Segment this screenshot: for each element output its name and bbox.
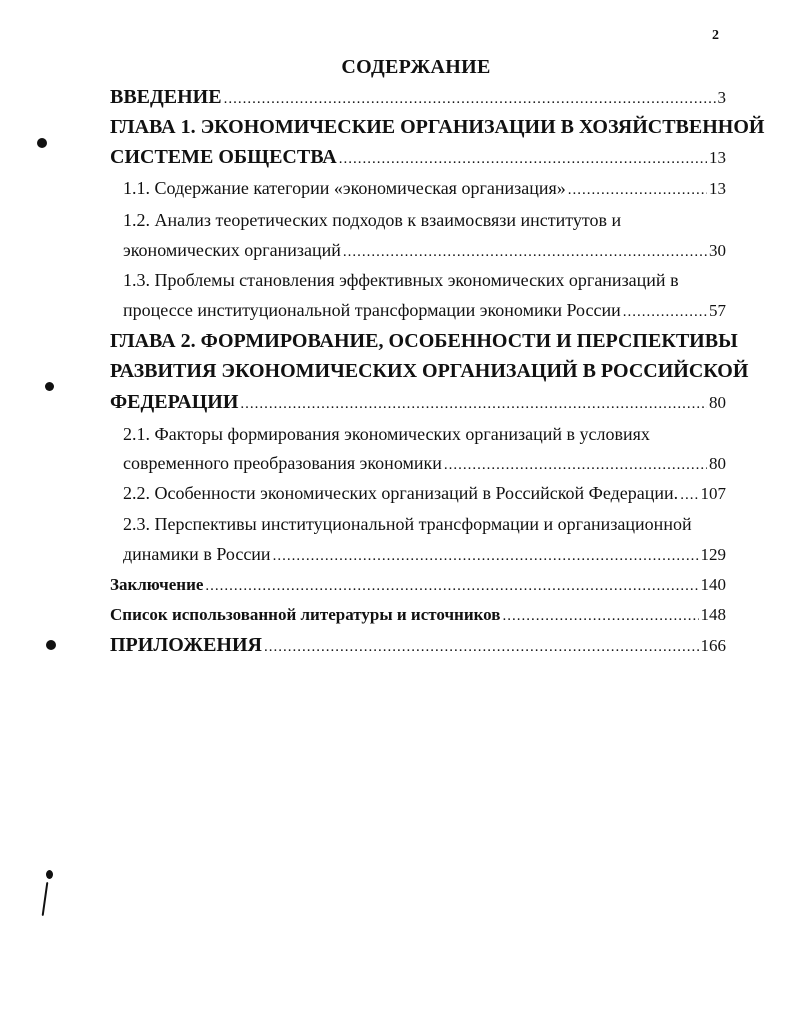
leader-dots <box>240 396 707 413</box>
toc-entry-label: ГЛАВА 2. ФОРМИРОВАНИЕ, ОСОБЕННОСТИ И ПЕРСПЕКТИВЫ <box>110 330 738 352</box>
toc-page-number: 129 <box>700 545 726 564</box>
ink-blot-mark <box>46 640 56 650</box>
toc-page-number: 140 <box>700 575 726 594</box>
leader-dots <box>444 457 707 474</box>
leader-dots <box>264 639 699 656</box>
toc-entry-section-1-2-line-1[interactable] <box>123 210 726 231</box>
toc-page-number: 13 <box>709 179 726 198</box>
toc-entry-label: РАЗВИТИЯ ЭКОНОМИЧЕСКИХ ОРГАНИЗАЦИЙ В РОССИЙСКОЙ <box>110 360 749 382</box>
ink-blot-mark <box>37 138 47 148</box>
toc-entry-chapter-2[interactable] <box>110 391 726 414</box>
toc-entry-chapter-2-line-2[interactable] <box>110 360 749 383</box>
ink-blot-mark <box>45 382 54 391</box>
toc-entry-section-2-2[interactable] <box>123 483 726 504</box>
toc-entry-label: процессе институциональной трансформации экономики России <box>123 300 621 320</box>
toc-page-number: 13 <box>709 148 726 167</box>
leader-dots <box>623 304 707 321</box>
leader-dots <box>224 91 716 108</box>
toc-entry-label: 2.2. Особенности экономических организаций в Российской Федерации. <box>123 483 679 503</box>
toc-page-number: 3 <box>717 88 726 107</box>
toc-entry-label: экономических организаций <box>123 240 341 260</box>
toc-entry-label: ГЛАВА 1. ЭКОНОМИЧЕСКИЕ ОРГАНИЗАЦИИ В ХОЗЯЙСТВЕННОЙ <box>110 116 765 138</box>
leader-dots <box>680 487 698 504</box>
toc-entry-section-1-3[interactable] <box>123 300 726 321</box>
toc-entry-label: СИСТЕМЕ ОБЩЕСТВА <box>110 146 337 168</box>
toc-entry-chapter-1[interactable] <box>110 146 726 169</box>
toc-entry-label: 2.3. Перспективы институциональной трансформации и организационной <box>123 514 692 534</box>
toc-entry-label: ФЕДЕРАЦИИ <box>110 391 239 413</box>
leader-dots <box>339 151 707 168</box>
leader-dots <box>205 578 698 595</box>
toc-entry-label: 1.3. Проблемы становления эффективных экономических организаций в <box>123 270 679 290</box>
toc-entry-section-1-1[interactable] <box>123 178 726 199</box>
toc-entry-label: Список использованной литературы и источников <box>110 605 501 624</box>
toc-page-number: 148 <box>700 605 726 624</box>
toc-entry-label: динамики в России <box>123 544 271 564</box>
toc-entry-label: ПРИЛОЖЕНИЯ <box>110 634 262 656</box>
toc-page-number: 166 <box>700 636 726 655</box>
toc-entry-section-1-3-line-1[interactable] <box>123 270 726 291</box>
toc-entry-section-2-3-line-1[interactable] <box>123 514 726 535</box>
ink-blot-mark <box>46 870 53 879</box>
toc-entry-label: современного преобразования экономики <box>123 453 442 473</box>
toc-entry-section-2-3[interactable] <box>123 544 726 565</box>
toc-entry-section-2-1-line-1[interactable] <box>123 424 726 445</box>
toc-page-number: 80 <box>709 454 726 473</box>
toc-entry-section-1-2[interactable] <box>123 240 726 261</box>
toc-entry-chapter-1-line-1[interactable] <box>110 116 765 139</box>
leader-dots <box>502 608 698 625</box>
toc-entry-bibliography[interactable] <box>110 605 726 625</box>
toc-page-number: 107 <box>700 484 726 503</box>
toc-entry-label: 1.1. Содержание категории «экономическая организация» <box>123 178 566 198</box>
toc-page-number: 30 <box>709 241 726 260</box>
toc-page-number: 57 <box>709 301 726 320</box>
toc-entry-chapter-2-line-1[interactable] <box>110 330 738 353</box>
page-number: 2 <box>712 28 719 43</box>
leader-dots <box>568 182 707 199</box>
toc-entry-introduction[interactable] <box>110 86 726 109</box>
toc-entry-label: Заключение <box>110 575 204 594</box>
leader-dots <box>343 244 707 261</box>
leader-dots <box>273 548 699 565</box>
toc-entry-appendices[interactable] <box>110 634 726 657</box>
toc-entry-label: ВВЕДЕНИЕ <box>110 86 222 108</box>
toc-title: СОДЕРЖАНИЕ <box>341 56 491 78</box>
toc-page-number: 80 <box>709 393 726 412</box>
toc-entry-conclusion[interactable] <box>110 575 726 595</box>
toc-entry-label: 1.2. Анализ теоретических подходов к взаимосвязи институтов и <box>123 210 622 230</box>
toc-entry-label: 2.1. Факторы формирования экономических организаций в условиях <box>123 424 650 444</box>
toc-entry-section-2-1[interactable] <box>123 453 726 474</box>
